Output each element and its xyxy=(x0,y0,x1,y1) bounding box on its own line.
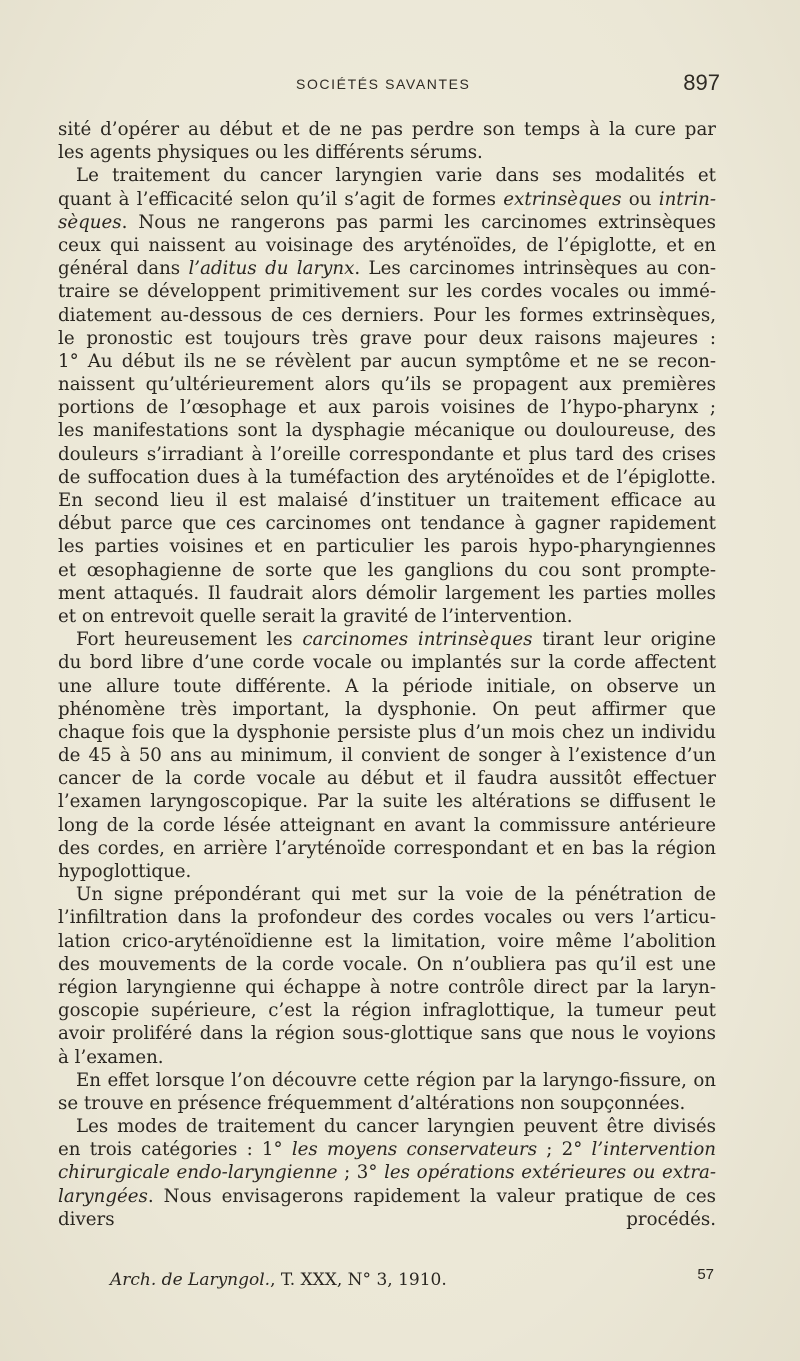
text-segment: douleurs s’irradiant à l’oreille correspondante et plus tard des crises xyxy=(58,443,716,465)
text-segment: Les modes de traitement du cancer laryngien peuvent être divisés xyxy=(76,1116,716,1138)
text-segment: En effet lorsque l’on découvre cette région par la laryngo-fissure, on xyxy=(76,1069,716,1091)
text-segment: le pronostic est toujours très grave pour deux raisons majeures : xyxy=(58,327,716,349)
text-segment: . Nous ne rangerons pas parmi les carcinomes extrinsèques xyxy=(121,211,716,233)
text-line xyxy=(58,744,716,767)
signature-number: 57 xyxy=(697,1266,714,1283)
text-line xyxy=(58,651,716,674)
text-line xyxy=(58,790,716,813)
text-line xyxy=(58,675,716,698)
text-segment: . Nous envisagerons rapidement la valeur pratique de ces xyxy=(147,1185,716,1207)
text-segment: tirant leur origine xyxy=(532,629,716,651)
text-line xyxy=(58,327,716,350)
journal-citation xyxy=(110,1270,447,1290)
text-segment: sité d’opérer au début et de ne pas perdre son temps à la cure par xyxy=(58,119,716,140)
text-segment: ment attaqués. Il faudrait alors démolir largement les parties molles xyxy=(58,582,716,604)
text-segment: avoir proliféré dans la région sous-glottique sans que nous le voyions xyxy=(58,1023,716,1045)
text-line xyxy=(58,1208,716,1231)
page-footer xyxy=(58,1266,714,1296)
text-line xyxy=(58,1115,716,1138)
running-head: SOCIÉTÉS SAVANTES xyxy=(296,76,471,92)
italic-text: carcinomes intrinsèques xyxy=(302,629,533,651)
journal-reference: , T. XXX, N° 3, 1910. xyxy=(270,1270,447,1290)
text-line xyxy=(58,1022,716,1045)
text-segment: du bord libre d’une corde vocale ou implantés sur la corde affectent xyxy=(58,652,716,674)
text-segment: cancer de la corde vocale au début et il faudra aussitôt effectuer xyxy=(58,768,716,790)
text-line xyxy=(58,466,716,489)
text-segment: lation crico-aryténoïdienne est la limitation, voire même l’abolition xyxy=(58,930,716,952)
text-line xyxy=(58,953,716,976)
text-segment: traire se développent primitivement sur les cordes vocales ou immé- xyxy=(58,281,716,303)
text-segment: chaque fois que la dysphonie persiste plus d’un mois chez un individu xyxy=(58,721,716,743)
text-segment: l’infiltration dans la profondeur des cordes vocales ou vers l’articu- xyxy=(58,907,716,929)
text-segment: en trois catégories : 1° xyxy=(58,1139,292,1161)
text-line xyxy=(58,1161,716,1184)
text-segment: ; 2° xyxy=(537,1139,592,1161)
text-segment: les manifestations sont la dysphagie mécanique ou douloureuse, des xyxy=(58,420,716,442)
text-segment: ; 3° xyxy=(337,1162,385,1184)
text-segment: début parce que ces carcinomes ont tendance à gagner rapidement xyxy=(58,513,716,535)
page-number: 897 xyxy=(683,70,720,95)
italic-text: sèques xyxy=(58,211,122,233)
text-line xyxy=(58,304,716,327)
text-segment: et œsophagienne de sorte que les ganglions du cou sont prompte- xyxy=(58,559,716,581)
text-line xyxy=(58,930,716,953)
text-line xyxy=(58,234,716,257)
italic-text: extrinsèques xyxy=(503,188,622,210)
text-line xyxy=(58,1069,716,1092)
text-segment: général dans xyxy=(58,258,189,280)
text-line xyxy=(58,837,716,860)
text-line xyxy=(58,1046,716,1069)
text-line xyxy=(58,535,716,558)
text-segment: 1° Au début ils ne se révèlent par aucun symptôme et ne se recon- xyxy=(58,350,716,372)
text-line xyxy=(58,1092,716,1115)
text-line xyxy=(58,976,716,999)
text-segment: quant à l’efficacité selon qu’il s’agit de formes xyxy=(58,188,504,210)
text-line xyxy=(58,860,716,883)
text-segment: à l’examen. xyxy=(58,1046,164,1068)
text-line xyxy=(58,1138,716,1161)
text-line xyxy=(58,280,716,303)
text-segment: ou xyxy=(621,188,659,210)
text-segment: goscopie supérieure, c’est la région infraglottique, la tumeur peut xyxy=(58,1000,716,1022)
text-line xyxy=(58,419,716,442)
journal-title: Arch. de Laryngol. xyxy=(110,1270,271,1290)
text-segment: se trouve en présence fréquemment d’altérations non soupçonnées. xyxy=(58,1092,686,1114)
text-segment: phénomène très important, la dysphonie. On peut affirmer que xyxy=(58,698,716,720)
text-segment: de suffocation dues à la tuméfaction des aryténoïdes et de l’épiglotte. xyxy=(58,466,716,488)
text-line xyxy=(58,188,716,211)
text-line xyxy=(58,373,716,396)
text-segment: Fort heureusement les xyxy=(76,629,303,651)
text-segment: les agents physiques ou les différents sérums. xyxy=(58,142,483,164)
text-line xyxy=(58,141,716,164)
italic-text: laryngées xyxy=(58,1185,148,1207)
text-line xyxy=(58,906,716,929)
text-segment: portions de l’œsophage et aux parois voisines de l’hypo-pharynx ; xyxy=(58,397,716,419)
italic-text: les opérations extérieures ou extra- xyxy=(384,1162,716,1184)
text-line xyxy=(58,582,716,605)
italic-text: l’intervention xyxy=(591,1139,716,1161)
text-segment: des cordes, en arrière l’aryténoïde correspondant et en bas la région xyxy=(58,837,716,859)
text-segment: de 45 à 50 ans au minimum, il convient de songer à l’existence d’un xyxy=(58,745,716,767)
text-line xyxy=(58,396,716,419)
text-line xyxy=(58,883,716,906)
text-line xyxy=(58,999,716,1022)
text-segment: et on entrevoit quelle serait la gravité de l’intervention. xyxy=(58,605,573,627)
text-line xyxy=(58,443,716,466)
text-line xyxy=(58,257,716,280)
italic-text: l’aditus du larynx xyxy=(188,258,355,280)
text-segment: l’examen laryngoscopique. Par la suite les altérations se diffusent le xyxy=(58,791,716,813)
text-segment: Un signe prépondérant qui met sur la voie de la pénétration de xyxy=(76,884,716,906)
text-segment: naissent qu’ultérieurement alors qu’ils se propagent aux premières xyxy=(58,374,716,396)
text-segment: divers procédés. xyxy=(58,1208,716,1230)
text-line xyxy=(58,512,716,535)
text-line xyxy=(58,118,716,141)
text-segment: ceux qui naissent au voisinage des aryténoïdes, de l’épiglotte, et en xyxy=(58,234,716,256)
text-segment: les parties voisines et en particulier les parois hypo-pharyngiennes xyxy=(58,536,716,558)
text-line xyxy=(58,1185,716,1208)
text-line xyxy=(58,559,716,582)
text-line xyxy=(58,721,716,744)
text-line xyxy=(58,767,716,790)
text-segment: région laryngienne qui échappe à notre contrôle direct par la laryn- xyxy=(58,976,716,998)
text-line xyxy=(58,211,716,234)
text-line xyxy=(58,350,716,373)
body-text xyxy=(58,118,716,1231)
text-line xyxy=(58,489,716,512)
text-segment: hypoglottique. xyxy=(58,861,192,882)
text-line xyxy=(58,605,716,628)
text-line xyxy=(58,814,716,837)
text-line xyxy=(58,698,716,721)
text-segment: Le traitement du cancer laryngien varie dans ses modalités et xyxy=(76,165,716,187)
text-line xyxy=(58,164,716,187)
italic-text: intrin- xyxy=(658,188,716,210)
text-segment: long de la corde lésée atteignant en avant la commissure antérieure xyxy=(58,814,716,836)
text-segment: diatement au-dessous de ces derniers. Pour les formes extrinsèques, xyxy=(58,304,716,326)
text-segment: . Les carcinomes intrinsèques au con- xyxy=(354,258,716,280)
text-segment: une allure toute différente. A la période initiale, on observe un xyxy=(58,675,716,697)
page-header xyxy=(56,70,720,100)
italic-text: les moyens conservateurs xyxy=(291,1139,538,1161)
italic-text: chirurgicale endo-laryngienne xyxy=(58,1162,338,1184)
text-segment: En second lieu il est malaisé d’instituer un traitement efficace au xyxy=(58,490,716,511)
text-segment: des mouvements de la corde vocale. On n’oubliera pas qu’il est une xyxy=(58,953,716,975)
text-line xyxy=(58,628,716,651)
